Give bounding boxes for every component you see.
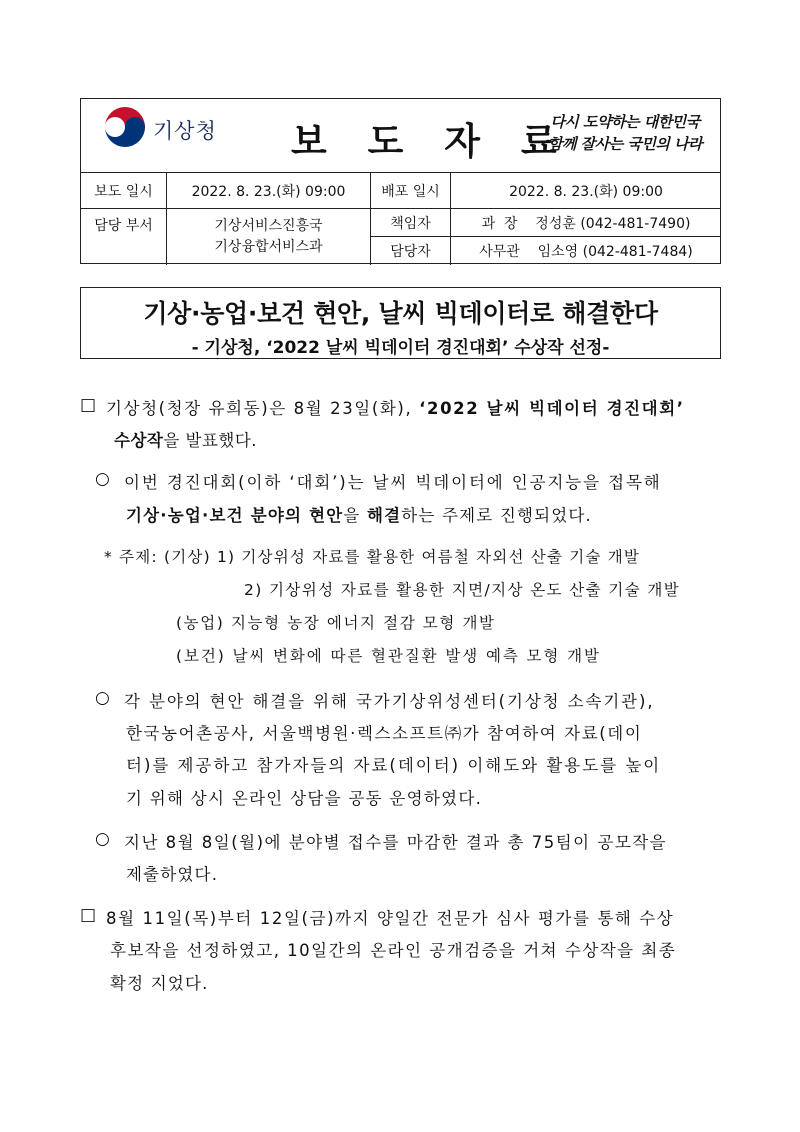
p2-line-2	[126, 502, 592, 526]
kma-logo-icon	[103, 105, 147, 149]
manager-label: 책임자	[371, 209, 450, 237]
release-value: 2022. 8. 23.(화) 09:00	[167, 173, 371, 208]
release-label: 보도 일시	[81, 173, 167, 208]
dept-value	[167, 209, 371, 265]
press-release-header	[80, 98, 721, 264]
circle-bullet: ○	[95, 469, 110, 489]
p1-line-1	[106, 395, 685, 419]
headline-box	[80, 287, 721, 359]
p2-line-1: 이번 경진대회(이하 ‘대회’)는 날씨 빅데이터에 인공지능을 접목해	[124, 473, 662, 492]
topic-line-1: * 주제: (기상) 1) 기상위성 자료를 활용한 여름철 자외선 산출 기술 개발	[104, 548, 641, 566]
dept-line-1: 기상서비스진흥국	[214, 218, 323, 234]
p1-text-end: 을 발표했다.	[163, 431, 258, 450]
manager-value: 과 장 정성훈 (042-481-7490)	[451, 209, 721, 237]
distribution-value: 2022. 8. 23.(화) 09:00	[509, 183, 663, 200]
dept-label: 담당 부서	[81, 209, 167, 265]
role-labels	[371, 209, 451, 265]
p5-line-2: 후보작을 선정하였고, 10일간의 온라인 공개검증을 거쳐 수상작을 최종	[110, 941, 677, 960]
p3-line-3: 터)를 제공하고 참가자들의 자료(데이터) 이해도와 활용도를 높이	[126, 756, 662, 775]
p4-line-2: 제출하였다.	[126, 865, 219, 884]
topic-line-2: 2) 기상위성 자료를 활용한 지면/지상 온도 산출 기술 개발	[244, 581, 681, 599]
p4-line-1: 지난 8월 8일(월)에 분야별 접수를 마감한 결과 총 75팀이 공모작을	[124, 833, 668, 852]
contact-value: 사무관 임소영 (042-481-7484)	[479, 244, 693, 260]
p2-highlight-2: 해결	[366, 506, 402, 525]
square-bullet: □	[80, 905, 97, 925]
p3-line-4: 기 위해 상시 온라인 상담을 공동 운영하였다.	[126, 789, 483, 808]
logo-text: 기상청	[153, 119, 217, 143]
distribution-label: 배포 일시	[371, 173, 451, 208]
p2-text-end: 하는 주제로 진행되었다.	[401, 506, 592, 525]
p1-winners: 수상작	[114, 431, 164, 450]
p2-highlight-1: 기상·농업·보건 분야의 현안	[126, 506, 344, 525]
square-bullet: □	[80, 395, 97, 415]
p1-contest-name: ‘2022 날씨 빅데이터 경진대회’	[419, 399, 685, 418]
slogan-line-2: 함께 잘사는 국민의 나라	[547, 135, 703, 153]
slogan-line-1: 다시 도약하는 대한민국	[550, 113, 700, 131]
topic-line-4: (보건) 날씨 변화에 따른 혈관질환 발생 예측 모형 개발	[176, 647, 601, 665]
p5-line-1: 8월 11일(목)부터 12일(금)까지 양일간 전문가 심사 평가를 통해 수상	[106, 909, 675, 928]
role-values	[451, 209, 721, 265]
p3-line-1: 각 분야의 현안 해결을 위해 국가기상위성센터(기상청 소속기관),	[124, 692, 655, 711]
release-row	[81, 173, 720, 209]
headline-sub: - 기상청, ‘2022 날씨 빅데이터 경진대회’ 수상작 선정-	[191, 338, 610, 358]
p1-line-2	[114, 427, 257, 451]
dept-line-2: 기상융합서비스과	[214, 239, 323, 255]
headline-main: 기상·농업·보건 현안, 날씨 빅데이터로 해결한다	[143, 299, 658, 328]
topic-line-3: (농업) 지능형 농장 에너지 절감 모형 개발	[176, 614, 496, 632]
p5-line-3: 확정 지었다.	[110, 974, 209, 993]
p3-line-2: 한국농어촌공사, 서울백병원·렉스소프트㈜가 참여하여 자료(데이	[126, 724, 643, 743]
page-title: 보 도 자 료	[291, 119, 571, 163]
header-title-row	[81, 99, 720, 173]
p1-text: 기상청(청장 유희동)은 8월 23일(화),	[106, 399, 420, 418]
department-row	[81, 209, 720, 265]
circle-bullet: ○	[95, 688, 110, 708]
slogan	[525, 111, 725, 155]
p2-text: 을	[343, 506, 367, 525]
circle-bullet: ○	[95, 829, 110, 849]
contact-label: 담당자	[390, 244, 431, 260]
